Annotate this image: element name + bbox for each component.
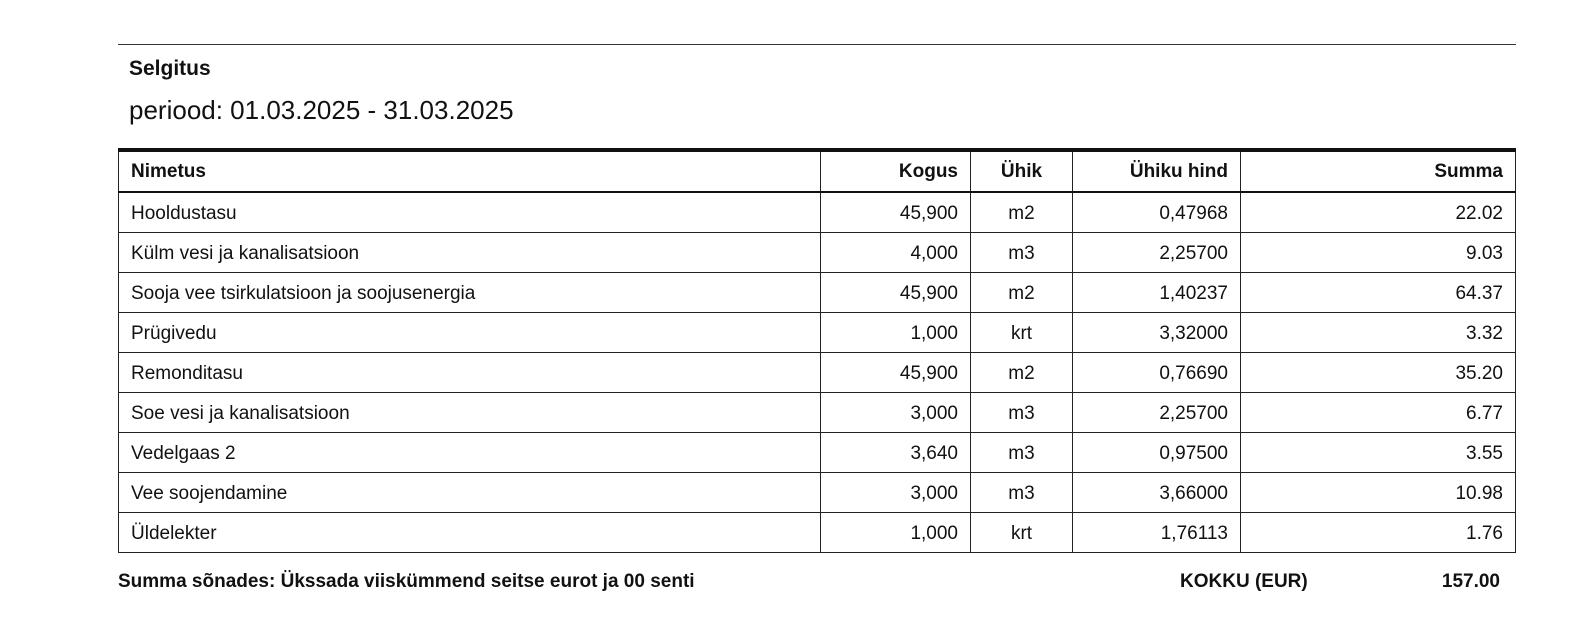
table-row	[119, 512, 1516, 552]
row-quantity: 4,000	[821, 232, 971, 272]
row-unit: m3	[971, 232, 1073, 272]
row-name: Prügivedu	[119, 312, 821, 352]
row-sum: 35.20	[1241, 352, 1516, 392]
table-row	[119, 432, 1516, 472]
section-title: Selgitus	[129, 57, 211, 80]
row-unit: m3	[971, 472, 1073, 512]
row-sum: 3.32	[1241, 312, 1516, 352]
row-quantity: 3,000	[821, 392, 971, 432]
row-name: Remonditasu	[119, 352, 821, 392]
column-header-unit-price: Ühiku hind	[1073, 150, 1241, 192]
row-sum: 1.76	[1241, 512, 1516, 552]
table-header-row	[119, 150, 1516, 192]
row-sum: 9.03	[1241, 232, 1516, 272]
row-unit: m2	[971, 192, 1073, 232]
row-name: Üldelekter	[119, 512, 821, 552]
row-unit: krt	[971, 512, 1073, 552]
row-unit-price: 1,76113	[1073, 512, 1241, 552]
row-sum: 6.77	[1241, 392, 1516, 432]
column-header-sum: Summa	[1241, 150, 1516, 192]
row-unit-price: 3,66000	[1073, 472, 1241, 512]
row-unit: m2	[971, 352, 1073, 392]
row-name: Hooldustasu	[119, 192, 821, 232]
table-row	[119, 232, 1516, 272]
amount-in-words: Summa sõnades: Ükssada viiskümmend seitse eurot ja 00 senti	[118, 571, 695, 592]
row-name: Sooja vee tsirkulatsioon ja soojusenergia	[119, 272, 821, 312]
top-divider	[118, 44, 1516, 45]
table-row	[119, 472, 1516, 512]
table-row	[119, 392, 1516, 432]
row-quantity: 45,900	[821, 192, 971, 232]
row-quantity: 1,000	[821, 512, 971, 552]
row-unit: krt	[971, 312, 1073, 352]
row-name: Vee soojendamine	[119, 472, 821, 512]
total-label: KOKKU (EUR)	[1180, 571, 1308, 592]
row-sum: 64.37	[1241, 272, 1516, 312]
row-unit-price: 0,47968	[1073, 192, 1241, 232]
period-range: periood: 01.03.2025 - 31.03.2025	[129, 95, 514, 125]
column-header-unit: Ühik	[971, 150, 1073, 192]
row-unit-price: 0,97500	[1073, 432, 1241, 472]
row-sum: 22.02	[1241, 192, 1516, 232]
row-unit-price: 3,32000	[1073, 312, 1241, 352]
row-unit-price: 0,76690	[1073, 352, 1241, 392]
row-quantity: 3,640	[821, 432, 971, 472]
total-value: 157.00	[1441, 571, 1500, 592]
row-quantity: 45,900	[821, 272, 971, 312]
row-unit-price: 2,25700	[1073, 392, 1241, 432]
row-unit: m3	[971, 432, 1073, 472]
row-sum: 10.98	[1241, 472, 1516, 512]
row-quantity: 3,000	[821, 472, 971, 512]
row-unit-price: 1,40237	[1073, 272, 1241, 312]
row-unit-price: 2,25700	[1073, 232, 1241, 272]
row-quantity: 1,000	[821, 312, 971, 352]
column-header-name: Nimetus	[119, 150, 821, 192]
table-row	[119, 192, 1516, 232]
row-unit: m2	[971, 272, 1073, 312]
row-name: Soe vesi ja kanalisatsioon	[119, 392, 821, 432]
table-row	[119, 272, 1516, 312]
row-quantity: 45,900	[821, 352, 971, 392]
row-name: Külm vesi ja kanalisatsioon	[119, 232, 821, 272]
row-unit: m3	[971, 392, 1073, 432]
charges-table	[118, 148, 1516, 553]
row-sum: 3.55	[1241, 432, 1516, 472]
table-row	[119, 352, 1516, 392]
row-name: Vedelgaas 2	[119, 432, 821, 472]
column-header-quantity: Kogus	[821, 150, 971, 192]
table-row	[119, 312, 1516, 352]
